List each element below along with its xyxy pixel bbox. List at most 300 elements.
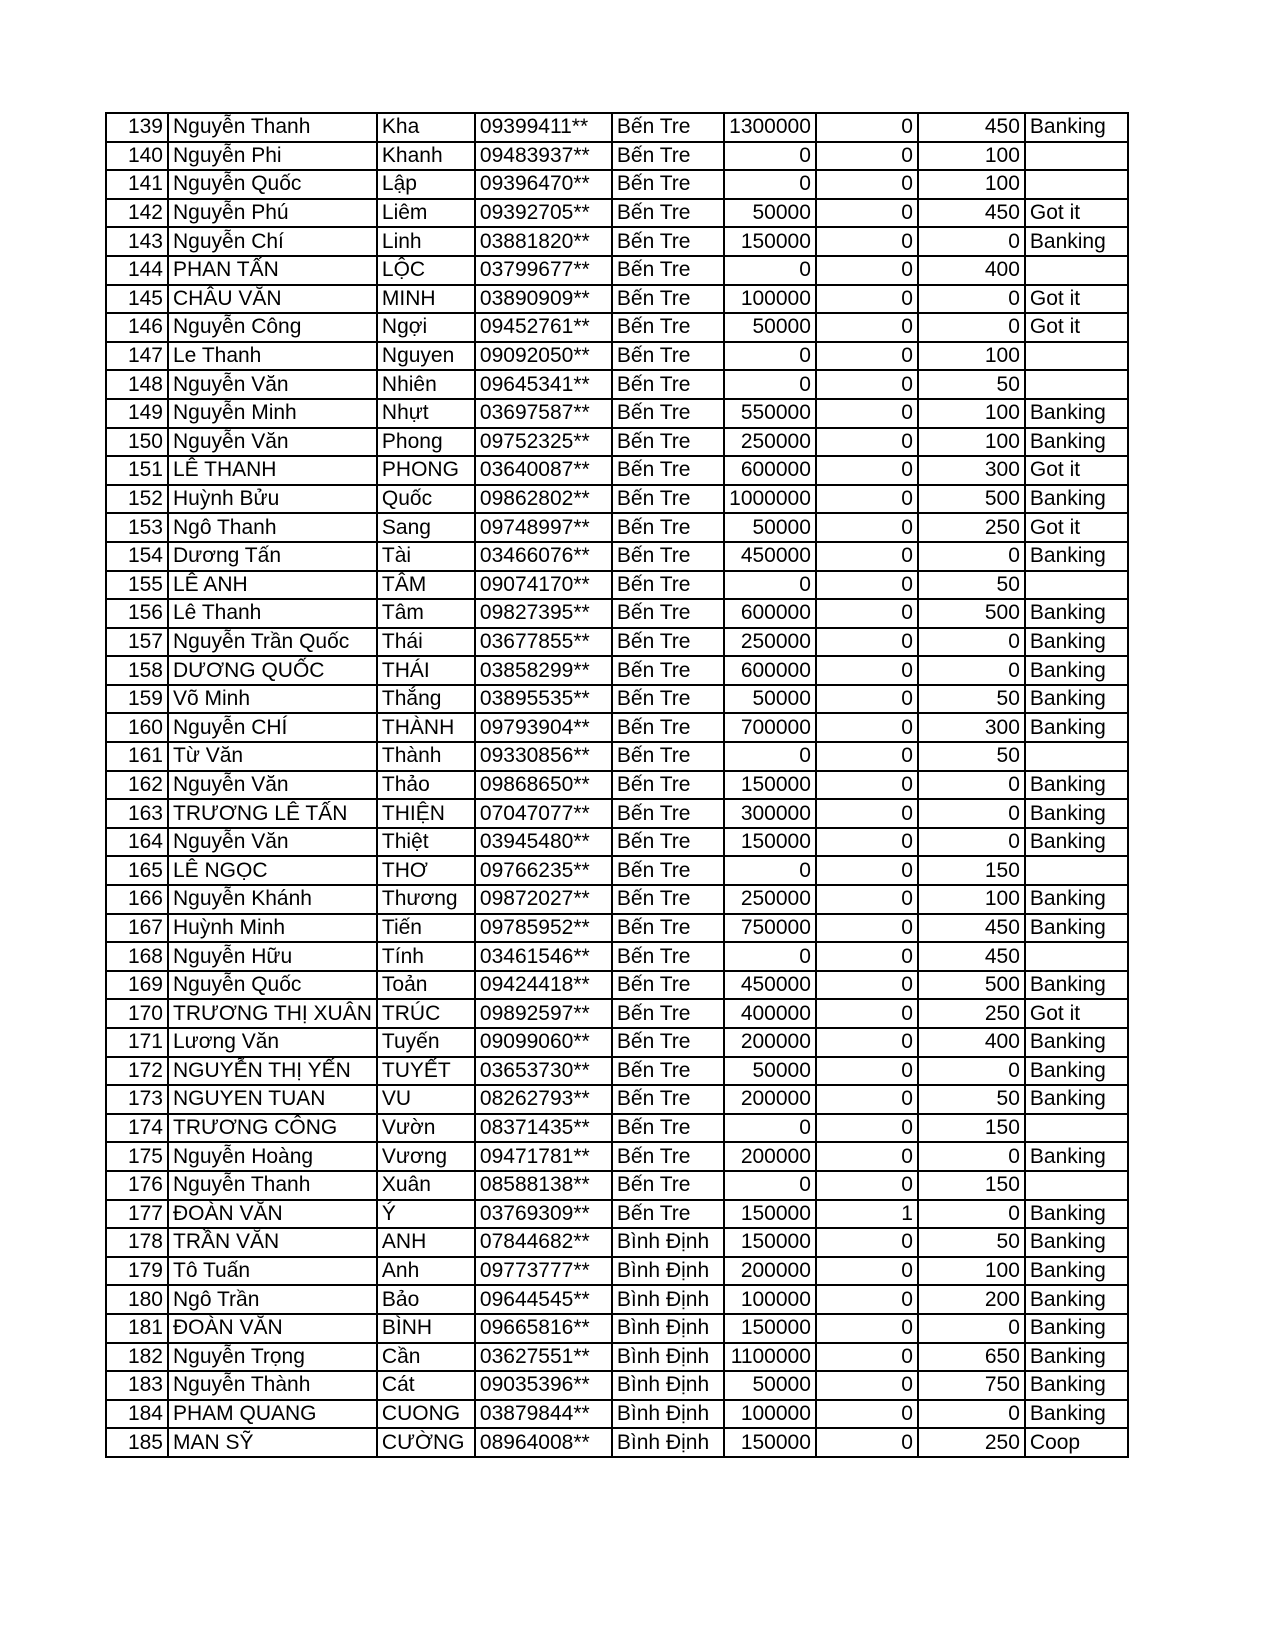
given-name-cell: Liêm bbox=[377, 199, 475, 228]
count-cell: 0 bbox=[816, 1314, 918, 1343]
count-cell: 0 bbox=[816, 513, 918, 542]
count-cell: 0 bbox=[816, 1171, 918, 1200]
amount-cell: 1300000 bbox=[724, 113, 816, 142]
given-name-cell: Thành bbox=[377, 742, 475, 771]
surname-cell: Nguyễn Thành bbox=[168, 1371, 377, 1400]
points-cell: 750 bbox=[918, 1371, 1025, 1400]
amount-cell: 550000 bbox=[724, 399, 816, 428]
surname-cell: Dương Tấn bbox=[168, 542, 377, 571]
surname-cell: Nguyễn Trần Quốc bbox=[168, 628, 377, 657]
surname-cell: Nguyễn Khánh bbox=[168, 885, 377, 914]
payment-method-cell: Banking bbox=[1025, 428, 1128, 457]
phone-cell: 09644545** bbox=[475, 1285, 612, 1314]
phone-cell: 09645341** bbox=[475, 370, 612, 399]
province-cell: Bến Tre bbox=[612, 542, 724, 571]
phone-cell: 03769309** bbox=[475, 1200, 612, 1229]
points-cell: 0 bbox=[918, 285, 1025, 314]
count-cell: 0 bbox=[816, 285, 918, 314]
given-name-cell: Linh bbox=[377, 227, 475, 256]
payment-method-cell: Banking bbox=[1025, 1085, 1128, 1114]
points-cell: 500 bbox=[918, 485, 1025, 514]
row-number-cell: 147 bbox=[106, 342, 168, 371]
province-cell: Bến Tre bbox=[612, 742, 724, 771]
amount-cell: 200000 bbox=[724, 1028, 816, 1057]
amount-cell: 400000 bbox=[724, 999, 816, 1028]
points-cell: 0 bbox=[918, 828, 1025, 857]
table-row bbox=[106, 456, 1128, 485]
count-cell: 0 bbox=[816, 1400, 918, 1429]
province-cell: Bến Tre bbox=[612, 856, 724, 885]
count-cell: 0 bbox=[816, 1257, 918, 1286]
surname-cell: DƯƠNG QUỐC bbox=[168, 656, 377, 685]
payment-method-cell: Got it bbox=[1025, 999, 1128, 1028]
table-row bbox=[106, 142, 1128, 171]
province-cell: Bình Định bbox=[612, 1371, 724, 1400]
amount-cell: 0 bbox=[724, 1171, 816, 1200]
surname-cell: LÊ THANH bbox=[168, 456, 377, 485]
phone-cell: 03881820** bbox=[475, 227, 612, 256]
given-name-cell: CUONG bbox=[377, 1400, 475, 1429]
row-number-cell: 144 bbox=[106, 256, 168, 285]
table-row bbox=[106, 799, 1128, 828]
points-cell: 0 bbox=[918, 1142, 1025, 1171]
row-number-cell: 166 bbox=[106, 885, 168, 914]
points-cell: 450 bbox=[918, 914, 1025, 943]
given-name-cell: Thương bbox=[377, 885, 475, 914]
points-cell: 100 bbox=[918, 142, 1025, 171]
province-cell: Bến Tre bbox=[612, 199, 724, 228]
row-number-cell: 178 bbox=[106, 1228, 168, 1257]
amount-cell: 0 bbox=[724, 856, 816, 885]
province-cell: Bình Định bbox=[612, 1314, 724, 1343]
province-cell: Bến Tre bbox=[612, 685, 724, 714]
given-name-cell: Tài bbox=[377, 542, 475, 571]
phone-cell: 03879844** bbox=[475, 1400, 612, 1429]
payment-method-cell: Banking bbox=[1025, 1400, 1128, 1429]
payment-method-cell: Banking bbox=[1025, 1285, 1128, 1314]
payment-method-cell bbox=[1025, 856, 1128, 885]
table-row bbox=[106, 1400, 1128, 1429]
points-cell: 50 bbox=[918, 685, 1025, 714]
given-name-cell: Tâm bbox=[377, 599, 475, 628]
row-number-cell: 140 bbox=[106, 142, 168, 171]
payment-method-cell: Banking bbox=[1025, 1343, 1128, 1372]
amount-cell: 200000 bbox=[724, 1257, 816, 1286]
given-name-cell: Thiệt bbox=[377, 828, 475, 857]
row-number-cell: 171 bbox=[106, 1028, 168, 1057]
payment-method-cell: Banking bbox=[1025, 713, 1128, 742]
points-cell: 450 bbox=[918, 942, 1025, 971]
payment-method-cell: Banking bbox=[1025, 485, 1128, 514]
table-row bbox=[106, 1343, 1128, 1372]
province-cell: Bình Định bbox=[612, 1400, 724, 1429]
province-cell: Bình Định bbox=[612, 1428, 724, 1457]
points-cell: 650 bbox=[918, 1343, 1025, 1372]
given-name-cell: TUYẾT bbox=[377, 1057, 475, 1086]
count-cell: 0 bbox=[816, 342, 918, 371]
phone-cell: 03945480** bbox=[475, 828, 612, 857]
amount-cell: 100000 bbox=[724, 285, 816, 314]
given-name-cell: TÂM bbox=[377, 571, 475, 600]
payment-method-cell: Got it bbox=[1025, 456, 1128, 485]
count-cell: 0 bbox=[816, 142, 918, 171]
surname-cell: Từ Văn bbox=[168, 742, 377, 771]
phone-cell: 09766235** bbox=[475, 856, 612, 885]
payment-method-cell: Banking bbox=[1025, 1257, 1128, 1286]
given-name-cell: Tuyến bbox=[377, 1028, 475, 1057]
count-cell: 0 bbox=[816, 1428, 918, 1457]
phone-cell: 07844682** bbox=[475, 1228, 612, 1257]
given-name-cell: PHONG bbox=[377, 456, 475, 485]
given-name-cell: Ngợi bbox=[377, 313, 475, 342]
surname-cell: Ngô Thanh bbox=[168, 513, 377, 542]
table-row bbox=[106, 513, 1128, 542]
phone-cell: 08588138** bbox=[475, 1171, 612, 1200]
table-row bbox=[106, 1200, 1128, 1229]
phone-cell: 09399411** bbox=[475, 113, 612, 142]
points-cell: 450 bbox=[918, 113, 1025, 142]
count-cell: 0 bbox=[816, 113, 918, 142]
amount-cell: 150000 bbox=[724, 771, 816, 800]
row-number-cell: 177 bbox=[106, 1200, 168, 1229]
given-name-cell: Quốc bbox=[377, 485, 475, 514]
given-name-cell: THƠ bbox=[377, 856, 475, 885]
count-cell: 0 bbox=[816, 370, 918, 399]
payment-method-cell: Banking bbox=[1025, 1200, 1128, 1229]
row-number-cell: 148 bbox=[106, 370, 168, 399]
table-row bbox=[106, 1057, 1128, 1086]
points-cell: 250 bbox=[918, 513, 1025, 542]
points-cell: 0 bbox=[918, 628, 1025, 657]
payment-method-cell: Got it bbox=[1025, 313, 1128, 342]
amount-cell: 150000 bbox=[724, 1314, 816, 1343]
phone-cell: 09424418** bbox=[475, 971, 612, 1000]
given-name-cell: Phong bbox=[377, 428, 475, 457]
phone-cell: 03677855** bbox=[475, 628, 612, 657]
table-row bbox=[106, 285, 1128, 314]
given-name-cell: Kha bbox=[377, 113, 475, 142]
count-cell: 0 bbox=[816, 313, 918, 342]
surname-cell: PHAN TẤN bbox=[168, 256, 377, 285]
surname-cell: LÊ ANH bbox=[168, 571, 377, 600]
surname-cell: NGUYEN TUAN bbox=[168, 1085, 377, 1114]
payment-method-cell: Banking bbox=[1025, 227, 1128, 256]
row-number-cell: 156 bbox=[106, 599, 168, 628]
points-cell: 0 bbox=[918, 1057, 1025, 1086]
phone-cell: 03640087** bbox=[475, 456, 612, 485]
given-name-cell: CƯỜNG bbox=[377, 1428, 475, 1457]
given-name-cell: BÌNH bbox=[377, 1314, 475, 1343]
given-name-cell: Sang bbox=[377, 513, 475, 542]
table-row bbox=[106, 342, 1128, 371]
given-name-cell: Thắng bbox=[377, 685, 475, 714]
amount-cell: 600000 bbox=[724, 656, 816, 685]
province-cell: Bến Tre bbox=[612, 428, 724, 457]
points-cell: 100 bbox=[918, 885, 1025, 914]
amount-cell: 0 bbox=[724, 142, 816, 171]
table-row bbox=[106, 113, 1128, 142]
count-cell: 0 bbox=[816, 1085, 918, 1114]
points-cell: 250 bbox=[918, 999, 1025, 1028]
payment-method-cell: Banking bbox=[1025, 628, 1128, 657]
table-row bbox=[106, 1257, 1128, 1286]
table-row bbox=[106, 1228, 1128, 1257]
points-cell: 0 bbox=[918, 771, 1025, 800]
surname-cell: Ngô Trần bbox=[168, 1285, 377, 1314]
amount-cell: 700000 bbox=[724, 713, 816, 742]
amount-cell: 50000 bbox=[724, 1371, 816, 1400]
points-cell: 0 bbox=[918, 1400, 1025, 1429]
given-name-cell: Nhiên bbox=[377, 370, 475, 399]
phone-cell: 09392705** bbox=[475, 199, 612, 228]
province-cell: Bình Định bbox=[612, 1257, 724, 1286]
phone-cell: 09748997** bbox=[475, 513, 612, 542]
amount-cell: 150000 bbox=[724, 1200, 816, 1229]
count-cell: 0 bbox=[816, 771, 918, 800]
table-row bbox=[106, 999, 1128, 1028]
surname-cell: TRƯƠNG LÊ TẤN bbox=[168, 799, 377, 828]
phone-cell: 09035396** bbox=[475, 1371, 612, 1400]
table-row bbox=[106, 1142, 1128, 1171]
table-row bbox=[106, 571, 1128, 600]
payment-method-cell: Banking bbox=[1025, 1314, 1128, 1343]
given-name-cell: Vương bbox=[377, 1142, 475, 1171]
given-name-cell: Cát bbox=[377, 1371, 475, 1400]
payment-method-cell bbox=[1025, 256, 1128, 285]
phone-cell: 03858299** bbox=[475, 656, 612, 685]
province-cell: Bến Tre bbox=[612, 1085, 724, 1114]
amount-cell: 750000 bbox=[724, 914, 816, 943]
amount-cell: 0 bbox=[724, 742, 816, 771]
amount-cell: 150000 bbox=[724, 828, 816, 857]
points-cell: 0 bbox=[918, 799, 1025, 828]
count-cell: 0 bbox=[816, 942, 918, 971]
points-cell: 100 bbox=[918, 170, 1025, 199]
given-name-cell: Nguyen bbox=[377, 342, 475, 371]
given-name-cell: Thảo bbox=[377, 771, 475, 800]
count-cell: 0 bbox=[816, 542, 918, 571]
amount-cell: 250000 bbox=[724, 628, 816, 657]
given-name-cell: Tiến bbox=[377, 914, 475, 943]
count-cell: 0 bbox=[816, 1057, 918, 1086]
table-row bbox=[106, 1085, 1128, 1114]
points-cell: 150 bbox=[918, 1171, 1025, 1200]
count-cell: 1 bbox=[816, 1200, 918, 1229]
table-row bbox=[106, 485, 1128, 514]
row-number-cell: 158 bbox=[106, 656, 168, 685]
surname-cell: Lương Văn bbox=[168, 1028, 377, 1057]
count-cell: 0 bbox=[816, 628, 918, 657]
province-cell: Bến Tre bbox=[612, 656, 724, 685]
province-cell: Bến Tre bbox=[612, 599, 724, 628]
province-cell: Bến Tre bbox=[612, 828, 724, 857]
row-number-cell: 179 bbox=[106, 1257, 168, 1286]
surname-cell: Huỳnh Minh bbox=[168, 914, 377, 943]
province-cell: Bến Tre bbox=[612, 1171, 724, 1200]
surname-cell: Nguyễn CHÍ bbox=[168, 713, 377, 742]
table-row bbox=[106, 914, 1128, 943]
surname-cell: Nguyễn Văn bbox=[168, 370, 377, 399]
payment-method-cell bbox=[1025, 142, 1128, 171]
province-cell: Bến Tre bbox=[612, 313, 724, 342]
payment-method-cell bbox=[1025, 170, 1128, 199]
surname-cell: TRƯƠNG CÔNG bbox=[168, 1114, 377, 1143]
province-cell: Bến Tre bbox=[612, 1114, 724, 1143]
payment-method-cell bbox=[1025, 942, 1128, 971]
province-cell: Bến Tre bbox=[612, 227, 724, 256]
table-row bbox=[106, 628, 1128, 657]
given-name-cell: Tính bbox=[377, 942, 475, 971]
amount-cell: 150000 bbox=[724, 1428, 816, 1457]
payment-method-cell: Banking bbox=[1025, 542, 1128, 571]
count-cell: 0 bbox=[816, 399, 918, 428]
province-cell: Bến Tre bbox=[612, 971, 724, 1000]
count-cell: 0 bbox=[816, 742, 918, 771]
surname-cell: Lê Thanh bbox=[168, 599, 377, 628]
points-cell: 300 bbox=[918, 456, 1025, 485]
row-number-cell: 161 bbox=[106, 742, 168, 771]
count-cell: 0 bbox=[816, 1142, 918, 1171]
surname-cell: ĐOÀN VĂN bbox=[168, 1314, 377, 1343]
surname-cell: LÊ NGỌC bbox=[168, 856, 377, 885]
payment-method-cell: Banking bbox=[1025, 885, 1128, 914]
phone-cell: 09396470** bbox=[475, 170, 612, 199]
given-name-cell: Anh bbox=[377, 1257, 475, 1286]
phone-cell: 09827395** bbox=[475, 599, 612, 628]
phone-cell: 09872027** bbox=[475, 885, 612, 914]
given-name-cell: Bảo bbox=[377, 1285, 475, 1314]
phone-cell: 03653730** bbox=[475, 1057, 612, 1086]
count-cell: 0 bbox=[816, 227, 918, 256]
payment-method-cell: Banking bbox=[1025, 1057, 1128, 1086]
row-number-cell: 154 bbox=[106, 542, 168, 571]
phone-cell: 09793904** bbox=[475, 713, 612, 742]
points-cell: 0 bbox=[918, 313, 1025, 342]
surname-cell: CHÂU VĂN bbox=[168, 285, 377, 314]
amount-cell: 150000 bbox=[724, 1228, 816, 1257]
table-row bbox=[106, 971, 1128, 1000]
phone-cell: 09074170** bbox=[475, 571, 612, 600]
amount-cell: 0 bbox=[724, 1114, 816, 1143]
points-cell: 0 bbox=[918, 1200, 1025, 1229]
surname-cell: Huỳnh Bửu bbox=[168, 485, 377, 514]
phone-cell: 08371435** bbox=[475, 1114, 612, 1143]
row-number-cell: 175 bbox=[106, 1142, 168, 1171]
payment-method-cell: Banking bbox=[1025, 656, 1128, 685]
given-name-cell: Toản bbox=[377, 971, 475, 1000]
province-cell: Bến Tre bbox=[612, 914, 724, 943]
payment-method-cell bbox=[1025, 1114, 1128, 1143]
points-cell: 100 bbox=[918, 342, 1025, 371]
count-cell: 0 bbox=[816, 256, 918, 285]
surname-cell: TRƯƠNG THỊ XUÂN bbox=[168, 999, 377, 1028]
amount-cell: 0 bbox=[724, 256, 816, 285]
amount-cell: 150000 bbox=[724, 227, 816, 256]
amount-cell: 50000 bbox=[724, 1057, 816, 1086]
count-cell: 0 bbox=[816, 971, 918, 1000]
count-cell: 0 bbox=[816, 571, 918, 600]
amount-cell: 600000 bbox=[724, 599, 816, 628]
surname-cell: Nguyễn Phú bbox=[168, 199, 377, 228]
surname-cell: Nguyễn Phi bbox=[168, 142, 377, 171]
row-number-cell: 184 bbox=[106, 1400, 168, 1429]
table-row bbox=[106, 1371, 1128, 1400]
points-cell: 50 bbox=[918, 1228, 1025, 1257]
points-cell: 50 bbox=[918, 370, 1025, 399]
row-number-cell: 174 bbox=[106, 1114, 168, 1143]
count-cell: 0 bbox=[816, 1343, 918, 1372]
payment-method-cell: Got it bbox=[1025, 199, 1128, 228]
row-number-cell: 169 bbox=[106, 971, 168, 1000]
table-row bbox=[106, 1171, 1128, 1200]
phone-cell: 09892597** bbox=[475, 999, 612, 1028]
payment-method-cell: Banking bbox=[1025, 399, 1128, 428]
points-cell: 50 bbox=[918, 1085, 1025, 1114]
surname-cell: ĐOÀN VĂN bbox=[168, 1200, 377, 1229]
payment-method-cell: Banking bbox=[1025, 971, 1128, 1000]
row-number-cell: 165 bbox=[106, 856, 168, 885]
phone-cell: 09862802** bbox=[475, 485, 612, 514]
surname-cell: Nguyễn Thanh bbox=[168, 1171, 377, 1200]
table-row bbox=[106, 1028, 1128, 1057]
surname-cell: Nguyễn Thanh bbox=[168, 113, 377, 142]
table-row bbox=[106, 399, 1128, 428]
count-cell: 0 bbox=[816, 428, 918, 457]
row-number-cell: 159 bbox=[106, 685, 168, 714]
surname-cell: Nguyễn Quốc bbox=[168, 971, 377, 1000]
row-number-cell: 181 bbox=[106, 1314, 168, 1343]
payment-method-cell bbox=[1025, 571, 1128, 600]
surname-cell: TRẦN VĂN bbox=[168, 1228, 377, 1257]
row-number-cell: 180 bbox=[106, 1285, 168, 1314]
amount-cell: 50000 bbox=[724, 513, 816, 542]
row-number-cell: 145 bbox=[106, 285, 168, 314]
table-row bbox=[106, 685, 1128, 714]
points-cell: 100 bbox=[918, 399, 1025, 428]
amount-cell: 0 bbox=[724, 370, 816, 399]
table-row bbox=[106, 428, 1128, 457]
table-row bbox=[106, 256, 1128, 285]
province-cell: Bến Tre bbox=[612, 1200, 724, 1229]
payment-method-cell: Banking bbox=[1025, 914, 1128, 943]
table-row bbox=[106, 1428, 1128, 1457]
row-number-cell: 139 bbox=[106, 113, 168, 142]
amount-cell: 200000 bbox=[724, 1142, 816, 1171]
table-row bbox=[106, 199, 1128, 228]
surname-cell: MAN SỸ bbox=[168, 1428, 377, 1457]
payment-method-cell bbox=[1025, 742, 1128, 771]
given-name-cell: THÁI bbox=[377, 656, 475, 685]
phone-cell: 09092050** bbox=[475, 342, 612, 371]
row-number-cell: 142 bbox=[106, 199, 168, 228]
province-cell: Bến Tre bbox=[612, 113, 724, 142]
payment-method-cell: Banking bbox=[1025, 685, 1128, 714]
amount-cell: 600000 bbox=[724, 456, 816, 485]
amount-cell: 450000 bbox=[724, 971, 816, 1000]
province-cell: Bình Định bbox=[612, 1285, 724, 1314]
province-cell: Bến Tre bbox=[612, 713, 724, 742]
surname-cell: Nguyễn Hoàng bbox=[168, 1142, 377, 1171]
province-cell: Bến Tre bbox=[612, 1028, 724, 1057]
phone-cell: 03466076** bbox=[475, 542, 612, 571]
surname-cell: Le Thanh bbox=[168, 342, 377, 371]
points-cell: 100 bbox=[918, 428, 1025, 457]
province-cell: Bến Tre bbox=[612, 342, 724, 371]
amount-cell: 1000000 bbox=[724, 485, 816, 514]
table-row bbox=[106, 313, 1128, 342]
points-cell: 100 bbox=[918, 1257, 1025, 1286]
row-number-cell: 164 bbox=[106, 828, 168, 857]
